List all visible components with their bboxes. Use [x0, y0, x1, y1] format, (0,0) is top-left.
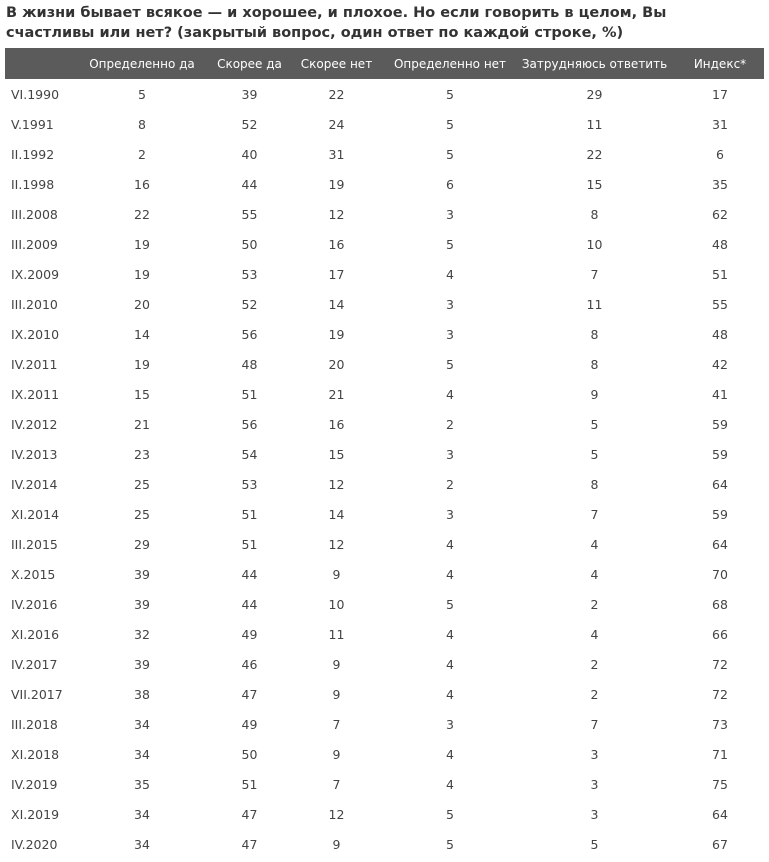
table-cell: 20: [134, 296, 150, 312]
table-cell: 14: [134, 326, 150, 342]
table-cell: 16: [328, 416, 345, 432]
row-date-cell: VII.2017: [11, 686, 63, 702]
table-cell: 39: [134, 566, 150, 582]
table-cell: 2: [446, 476, 454, 492]
table-cell: 15: [586, 176, 603, 192]
table-cell: 47: [241, 836, 258, 852]
table-cell: 71: [712, 746, 728, 762]
table-cell: 5: [446, 596, 454, 612]
table-cell: 9: [332, 656, 341, 672]
table-row: [5, 559, 764, 589]
table-cell: 59: [712, 416, 728, 432]
table-cell: 55: [712, 296, 728, 312]
row-date-cell: VI.1990: [11, 86, 60, 102]
table-cell: 49: [241, 626, 258, 642]
table-cell: 59: [712, 446, 728, 462]
row-date-cell: II.1992: [11, 146, 55, 162]
table-row: [5, 229, 764, 259]
table-row: [5, 619, 764, 649]
table-cell: 4: [446, 266, 454, 282]
table-cell: 48: [241, 356, 258, 372]
row-date-cell: II.1998: [11, 176, 55, 192]
table-cell: 55: [241, 206, 258, 222]
table-cell: 31: [328, 146, 345, 162]
row-date-cell: III.2009: [11, 236, 58, 252]
row-date-cell: IV.2011: [11, 356, 58, 372]
table-cell: 64: [712, 806, 728, 822]
row-date-cell: XI.2019: [11, 806, 60, 822]
table-cell: 5: [590, 836, 599, 852]
row-date-cell: III.2008: [11, 206, 58, 222]
table-cell: 5: [446, 146, 454, 162]
table-cell: 51: [241, 386, 258, 402]
table-cell: 19: [134, 356, 150, 372]
table-cell: 3: [590, 746, 599, 762]
row-date-cell: IV.2017: [11, 656, 58, 672]
table-cell: 8: [138, 116, 146, 132]
table-row: [5, 259, 764, 289]
table-cell: 41: [712, 386, 728, 402]
table-cell: 56: [241, 416, 258, 432]
table-cell: 75: [712, 776, 728, 792]
table-cell: 5: [590, 416, 599, 432]
table-cell: 22: [586, 146, 603, 162]
table-cell: 25: [134, 476, 150, 492]
table-cell: 4: [446, 386, 454, 402]
row-date-cell: XI.2016: [11, 626, 60, 642]
table-cell: 4: [446, 686, 454, 702]
table-cell: 53: [241, 476, 258, 492]
table-cell: 4: [446, 626, 454, 642]
table-row: [5, 439, 764, 469]
table-cell: 3: [446, 446, 454, 462]
table-cell: 7: [332, 716, 341, 732]
table-cell: 2: [590, 656, 599, 672]
table-row: [5, 589, 764, 619]
header-cell-date: [5, 48, 71, 79]
table-cell: 54: [241, 446, 258, 462]
table-cell: 3: [446, 326, 454, 342]
table-cell: 6: [716, 146, 724, 162]
table-cell: 31: [712, 116, 728, 132]
table-row: [5, 769, 764, 799]
table-cell: 67: [712, 836, 728, 852]
table-cell: 12: [328, 206, 345, 222]
table-cell: 34: [134, 716, 150, 732]
table-cell: 50: [241, 746, 258, 762]
table-cell: 11: [328, 626, 345, 642]
table-cell: 20: [328, 356, 345, 372]
header-cell: Определенно да: [89, 56, 195, 71]
header-row: [5, 48, 764, 79]
table-row: [5, 349, 764, 379]
table-cell: 7: [332, 776, 341, 792]
table-cell: 5: [446, 86, 454, 102]
table-cell: 32: [134, 626, 150, 642]
header-cell: Скорее да: [217, 56, 282, 71]
table-cell: 44: [241, 596, 258, 612]
table-cell: 73: [712, 716, 728, 732]
table-cell: 3: [446, 506, 454, 522]
table-cell: 5: [138, 86, 146, 102]
table-cell: 12: [328, 476, 345, 492]
table-cell: 11: [586, 116, 603, 132]
row-date-cell: IV.2013: [11, 446, 58, 462]
table-cell: 3: [446, 296, 454, 312]
page-title: В жизни бывает всякое — и хорошее, и плохое. Но если говорить в целом, Вы счастливы или нет? (закрытый вопрос, один ответ по каждой строке, %): [6, 5, 667, 41]
table-cell: 44: [241, 566, 258, 582]
table-cell: 62: [712, 206, 728, 222]
table-cell: 4: [446, 746, 454, 762]
row-date-cell: V.1991: [11, 116, 54, 132]
table-row: [5, 679, 764, 709]
table-cell: 50: [241, 236, 258, 252]
table-row: [5, 709, 764, 739]
table-cell: 19: [328, 176, 345, 192]
table-cell: 11: [586, 296, 603, 312]
table-cell: 17: [328, 266, 345, 282]
table-cell: 52: [241, 296, 258, 312]
table-row: [5, 319, 764, 349]
table-cell: 19: [328, 326, 345, 342]
table-cell: 4: [590, 536, 599, 552]
table-cell: 4: [446, 776, 454, 792]
table-row: [5, 139, 764, 169]
table-row: [5, 289, 764, 319]
table-cell: 14: [328, 296, 345, 312]
table-cell: 34: [134, 806, 150, 822]
table-cell: 29: [586, 86, 603, 102]
table-cell: 22: [328, 86, 345, 102]
table-cell: 5: [446, 806, 454, 822]
table-cell: 2: [590, 596, 599, 612]
table-cell: 53: [241, 266, 258, 282]
table-cell: 68: [712, 596, 728, 612]
row-date-cell: XI.2018: [11, 746, 60, 762]
table-cell: 14: [328, 506, 345, 522]
table-cell: 9: [332, 746, 341, 762]
table-row: [5, 169, 764, 199]
table-cell: 19: [134, 236, 150, 252]
row-date-cell: X.2015: [11, 566, 56, 582]
table-row: [5, 469, 764, 499]
table-cell: 34: [134, 746, 150, 762]
table-cell: 38: [134, 686, 150, 702]
table-cell: 51: [241, 506, 258, 522]
table-cell: 4: [446, 566, 454, 582]
table-cell: 5: [590, 446, 599, 462]
table-cell: 9: [332, 686, 341, 702]
header-cell: Индекс*: [693, 56, 747, 71]
table-cell: 40: [241, 146, 258, 162]
table-cell: 12: [328, 806, 345, 822]
row-date-cell: IX.2010: [11, 326, 60, 342]
row-date-cell: III.2015: [11, 536, 58, 552]
table-cell: 4: [590, 566, 599, 582]
header-cell: Затрудняюсь ответить: [521, 56, 668, 71]
table-row: [5, 739, 764, 769]
table-cell: 51: [241, 776, 258, 792]
row-date-cell: III.2018: [11, 716, 58, 732]
table-cell: 10: [586, 236, 603, 252]
table-cell: 16: [134, 176, 150, 192]
table-cell: 64: [712, 536, 728, 552]
table-cell: 51: [241, 536, 258, 552]
table-cell: 5: [446, 236, 454, 252]
table-cell: 17: [712, 86, 728, 102]
table-cell: 29: [134, 536, 150, 552]
table-cell: 9: [332, 566, 341, 582]
table-cell: 4: [446, 656, 454, 672]
table-row: [5, 499, 764, 529]
table-cell: 8: [590, 206, 599, 222]
table-cell: 72: [712, 686, 728, 702]
table-row: [5, 409, 764, 439]
table-cell: 6: [446, 176, 454, 192]
row-date-cell: IV.2020: [11, 836, 58, 852]
row-date-cell: IX.2011: [11, 386, 60, 402]
table-cell: 12: [328, 536, 345, 552]
table-cell: 9: [590, 386, 599, 402]
table-header: [5, 48, 764, 79]
table-cell: 39: [134, 656, 150, 672]
row-date-cell: IX.2009: [11, 266, 60, 282]
table-cell: 7: [590, 266, 599, 282]
happiness-table: [5, 48, 764, 859]
table-cell: 5: [446, 836, 454, 852]
table-cell: 8: [590, 326, 599, 342]
table-row: [5, 829, 764, 859]
table-cell: 70: [712, 566, 728, 582]
table-cell: 56: [241, 326, 258, 342]
table-cell: 10: [328, 596, 345, 612]
table-cell: 47: [241, 806, 258, 822]
table-cell: 42: [712, 356, 728, 372]
table-cell: 24: [328, 116, 345, 132]
row-date-cell: III.2010: [11, 296, 58, 312]
table-cell: 4: [446, 536, 454, 552]
table-cell: 15: [328, 446, 345, 462]
row-date-cell: IV.2019: [11, 776, 58, 792]
header-cell: Скорее нет: [300, 56, 373, 71]
table-cell: 9: [332, 836, 341, 852]
table-cell: 2: [590, 686, 599, 702]
table-cell: 35: [712, 176, 728, 192]
table-cell: 7: [590, 716, 599, 732]
table-cell: 48: [712, 236, 728, 252]
table-cell: 3: [446, 716, 454, 732]
table-cell: 64: [712, 476, 728, 492]
table-cell: 46: [241, 656, 258, 672]
table-row: [5, 199, 764, 229]
row-date-cell: IV.2012: [11, 416, 58, 432]
row-date-cell: XI.2014: [11, 506, 60, 522]
table-cell: 8: [590, 356, 599, 372]
table-cell: 66: [712, 626, 728, 642]
table-cell: 3: [446, 206, 454, 222]
table-cell: 48: [712, 326, 728, 342]
table-cell: 39: [241, 86, 258, 102]
table-cell: 72: [712, 656, 728, 672]
table-cell: 16: [328, 236, 345, 252]
table-cell: 21: [328, 386, 345, 402]
table-cell: 5: [446, 116, 454, 132]
table-cell: 52: [241, 116, 258, 132]
table-cell: 47: [241, 686, 258, 702]
table-row: [5, 379, 764, 409]
table-cell: 39: [134, 596, 150, 612]
table-cell: 15: [134, 386, 150, 402]
table-cell: 7: [590, 506, 599, 522]
table-body: [5, 79, 764, 859]
table-cell: 25: [134, 506, 150, 522]
table-cell: 34: [134, 836, 150, 852]
table-cell: 5: [446, 356, 454, 372]
header-cell: Определенно нет: [393, 56, 507, 71]
table-cell: 21: [134, 416, 150, 432]
table-cell: 2: [446, 416, 454, 432]
table-cell: 4: [590, 626, 599, 642]
row-date-cell: IV.2016: [11, 596, 58, 612]
table-cell: 2: [138, 146, 146, 162]
table-row: [5, 649, 764, 679]
table-cell: 49: [241, 716, 258, 732]
table-cell: 8: [590, 476, 599, 492]
table-row: [5, 529, 764, 559]
table-cell: 35: [134, 776, 150, 792]
table-cell: 3: [590, 806, 599, 822]
table-row: [5, 79, 764, 109]
table-row: [5, 109, 764, 139]
table-cell: 59: [712, 506, 728, 522]
table-cell: 3: [590, 776, 599, 792]
table-cell: 22: [134, 206, 150, 222]
table-row: [5, 799, 764, 829]
row-date-cell: IV.2014: [11, 476, 58, 492]
table-cell: 51: [712, 266, 728, 282]
table-cell: 19: [134, 266, 150, 282]
table-cell: 23: [134, 446, 150, 462]
table-cell: 44: [241, 176, 258, 192]
